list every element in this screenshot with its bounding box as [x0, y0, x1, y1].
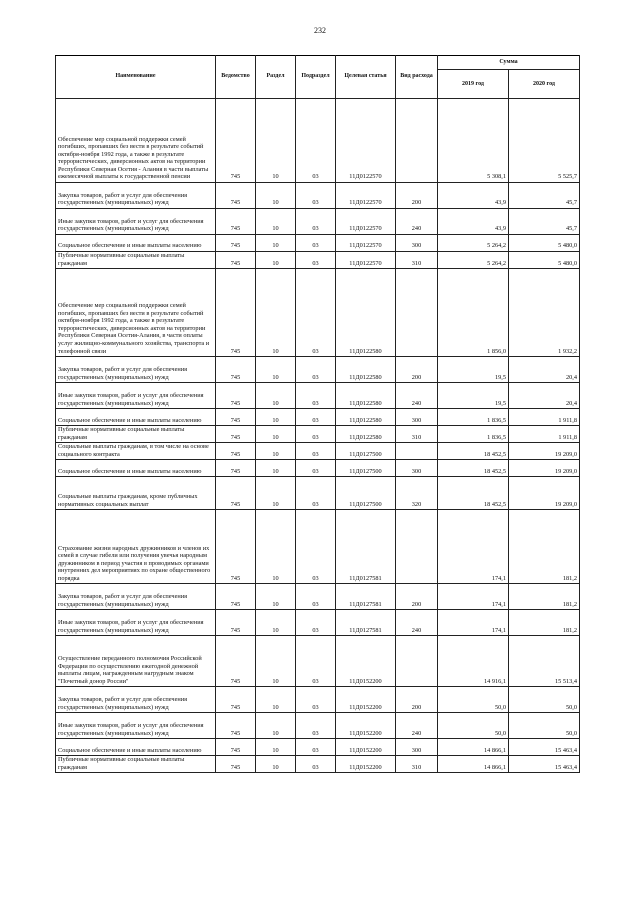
- row-target-article: 11Д0127581: [336, 610, 396, 636]
- row-target-article: 11Д0122580: [336, 383, 396, 409]
- row-subsection: 03: [296, 183, 336, 209]
- row-sum-2020: 5 480,0: [509, 235, 580, 252]
- row-expense-type: 200: [396, 584, 438, 610]
- row-name: Иные закупки товаров, работ и услуг для обеспечения государственных (муниципальных) нужд: [56, 209, 216, 235]
- row-target-article: 11Д0122570: [336, 209, 396, 235]
- row-name: Страхование жизни народных дружинников и членов их семей в случае гибели или получения увечья народным дружинником в период участия в проводимых органами внутренних дел мероприятиях по охране общественного порядка: [56, 510, 216, 584]
- row-name: Социальное обеспечение и иные выплаты населению: [56, 460, 216, 477]
- header-subsection: Подраздел: [296, 56, 336, 99]
- row-section: 10: [256, 252, 296, 269]
- row-name: Социальные выплаты гражданам, в том числе на основе социального контракта: [56, 443, 216, 460]
- table-row: [56, 739, 580, 756]
- row-expense-type: 310: [396, 756, 438, 773]
- table-row: [56, 183, 580, 209]
- row-sum-2019: 5 264,2: [438, 252, 509, 269]
- table-row: [56, 235, 580, 252]
- row-expense-type: [396, 636, 438, 687]
- row-sum-2019: 43,9: [438, 183, 509, 209]
- row-name: Социальные выплаты гражданам, кроме публичных нормативных социальных выплат: [56, 477, 216, 510]
- row-sum-2020: 181,2: [509, 584, 580, 610]
- row-target-article: 11Д0152200: [336, 687, 396, 713]
- row-expense-type: 300: [396, 460, 438, 477]
- row-section: 10: [256, 357, 296, 383]
- row-section: 10: [256, 477, 296, 510]
- row-ministry: 745: [216, 235, 256, 252]
- row-expense-type: 300: [396, 409, 438, 426]
- table-row: [56, 636, 580, 687]
- row-sum-2019: 174,1: [438, 610, 509, 636]
- table-row: [56, 269, 580, 357]
- table-row: [56, 409, 580, 426]
- header-year-2019: 2019 год: [438, 70, 509, 99]
- row-ministry: 745: [216, 209, 256, 235]
- row-subsection: 03: [296, 687, 336, 713]
- table-row: [56, 460, 580, 477]
- row-subsection: 03: [296, 636, 336, 687]
- row-subsection: 03: [296, 510, 336, 584]
- row-subsection: 03: [296, 209, 336, 235]
- table-row: [56, 252, 580, 269]
- header-section: Раздел: [256, 56, 296, 99]
- row-name: Осуществление переданного полномочия Российской Федерации по осуществлению ежегодной денежной выплаты лицам, награжденным нагрудным знаком "Почетный донор России": [56, 636, 216, 687]
- header-name: Наименование: [56, 56, 216, 99]
- row-section: 10: [256, 713, 296, 739]
- row-name: Обеспечение мер социальной поддержки семей погибших, пропавших без вести в результате событий октября-ноября 1992 года, а также в результате террористических, диверсионных актов на территории Республики Северная Осетия-Алания, в части оплаты услуг жилищно-коммунального хозяйства, транспорта и телефонной связи: [56, 269, 216, 357]
- row-section: 10: [256, 383, 296, 409]
- table-row: [56, 383, 580, 409]
- row-ministry: 745: [216, 426, 256, 443]
- table-row: [56, 209, 580, 235]
- budget-table: [55, 55, 580, 773]
- row-subsection: 03: [296, 409, 336, 426]
- row-sum-2019: 174,1: [438, 510, 509, 584]
- row-expense-type: 240: [396, 209, 438, 235]
- table-row: [56, 713, 580, 739]
- table-row: [56, 477, 580, 510]
- row-sum-2020: 1 932,2: [509, 269, 580, 357]
- table-row: [56, 584, 580, 610]
- row-sum-2020: 15 513,4: [509, 636, 580, 687]
- row-target-article: 11Д0127500: [336, 460, 396, 477]
- row-sum-2020: 19 209,0: [509, 477, 580, 510]
- row-target-article: 11Д0152200: [336, 713, 396, 739]
- row-target-article: 11Д0127581: [336, 584, 396, 610]
- row-expense-type: 200: [396, 357, 438, 383]
- row-expense-type: 300: [396, 739, 438, 756]
- row-section: 10: [256, 235, 296, 252]
- row-section: 10: [256, 584, 296, 610]
- row-sum-2019: 43,9: [438, 209, 509, 235]
- row-expense-type: 240: [396, 383, 438, 409]
- row-name: Социальное обеспечение и иные выплаты населению: [56, 235, 216, 252]
- row-subsection: 03: [296, 739, 336, 756]
- row-subsection: 03: [296, 584, 336, 610]
- row-sum-2019: 18 452,5: [438, 460, 509, 477]
- row-sum-2019: 19,5: [438, 383, 509, 409]
- row-target-article: 11Д0122580: [336, 409, 396, 426]
- table-row: [56, 510, 580, 584]
- row-subsection: 03: [296, 713, 336, 739]
- row-target-article: 11Д0122580: [336, 426, 396, 443]
- row-subsection: 03: [296, 252, 336, 269]
- row-name: Закупка товаров, работ и услуг для обеспечения государственных (муниципальных) нужд: [56, 687, 216, 713]
- table-body: [56, 99, 580, 773]
- row-subsection: 03: [296, 383, 336, 409]
- row-target-article: 11Д0122580: [336, 269, 396, 357]
- row-ministry: 745: [216, 269, 256, 357]
- row-name: Закупка товаров, работ и услуг для обеспечения государственных (муниципальных) нужд: [56, 183, 216, 209]
- row-sum-2020: 45,7: [509, 183, 580, 209]
- row-sum-2019: 5 264,2: [438, 235, 509, 252]
- row-subsection: 03: [296, 426, 336, 443]
- row-expense-type: 200: [396, 183, 438, 209]
- row-ministry: 745: [216, 636, 256, 687]
- row-sum-2019: 1 836,5: [438, 409, 509, 426]
- row-section: 10: [256, 409, 296, 426]
- row-subsection: 03: [296, 460, 336, 477]
- row-sum-2019: 5 308,1: [438, 99, 509, 183]
- row-name: Социальное обеспечение и иные выплаты населению: [56, 739, 216, 756]
- row-sum-2020: 181,2: [509, 510, 580, 584]
- row-ministry: 745: [216, 252, 256, 269]
- row-section: 10: [256, 426, 296, 443]
- row-subsection: 03: [296, 443, 336, 460]
- table-row: [56, 99, 580, 183]
- row-sum-2019: 19,5: [438, 357, 509, 383]
- row-expense-type: 300: [396, 235, 438, 252]
- row-name: Иные закупки товаров, работ и услуг для обеспечения государственных (муниципальных) нужд: [56, 610, 216, 636]
- row-section: 10: [256, 99, 296, 183]
- table-row: [56, 687, 580, 713]
- row-ministry: 745: [216, 183, 256, 209]
- table-row: [56, 426, 580, 443]
- row-sum-2020: 181,2: [509, 610, 580, 636]
- row-target-article: 11Д0122570: [336, 252, 396, 269]
- row-section: 10: [256, 269, 296, 357]
- row-sum-2020: 15 463,4: [509, 756, 580, 773]
- row-name: Публичные нормативные социальные выплаты гражданам: [56, 252, 216, 269]
- row-section: 10: [256, 183, 296, 209]
- row-ministry: 745: [216, 383, 256, 409]
- row-section: 10: [256, 687, 296, 713]
- row-section: 10: [256, 460, 296, 477]
- row-sum-2019: 50,0: [438, 713, 509, 739]
- row-sum-2020: 19 209,0: [509, 443, 580, 460]
- row-section: 10: [256, 443, 296, 460]
- row-sum-2019: 1 856,0: [438, 269, 509, 357]
- row-section: 10: [256, 636, 296, 687]
- row-ministry: 745: [216, 584, 256, 610]
- header-ministry: Ведомство: [216, 56, 256, 99]
- row-target-article: 11Д0152200: [336, 756, 396, 773]
- row-expense-type: [396, 269, 438, 357]
- header-target-article: Целевая статья: [336, 56, 396, 99]
- row-section: 10: [256, 209, 296, 235]
- row-ministry: 745: [216, 687, 256, 713]
- row-target-article: 11Д0122570: [336, 235, 396, 252]
- row-target-article: 11Д0152200: [336, 739, 396, 756]
- row-target-article: 11Д0122580: [336, 357, 396, 383]
- row-expense-type: [396, 510, 438, 584]
- row-sum-2019: 14 916,1: [438, 636, 509, 687]
- row-subsection: 03: [296, 235, 336, 252]
- table-row: [56, 756, 580, 773]
- row-subsection: 03: [296, 357, 336, 383]
- row-sum-2019: 14 866,1: [438, 739, 509, 756]
- row-ministry: 745: [216, 357, 256, 383]
- page-number: 232: [314, 26, 326, 35]
- table-row: [56, 443, 580, 460]
- row-name: Публичные нормативные социальные выплаты гражданам: [56, 426, 216, 443]
- table-row: [56, 610, 580, 636]
- row-sum-2020: 50,0: [509, 687, 580, 713]
- row-expense-type: 320: [396, 477, 438, 510]
- header-year-2020: 2020 год: [509, 70, 580, 99]
- row-sum-2019: 18 452,5: [438, 443, 509, 460]
- row-sum-2020: 1 911,8: [509, 409, 580, 426]
- row-ministry: 745: [216, 477, 256, 510]
- row-name: Закупка товаров, работ и услуг для обеспечения государственных (муниципальных) нужд: [56, 357, 216, 383]
- row-name: Социальное обеспечение и иные выплаты населению: [56, 409, 216, 426]
- row-section: 10: [256, 756, 296, 773]
- row-expense-type: 200: [396, 687, 438, 713]
- row-sum-2020: 45,7: [509, 209, 580, 235]
- row-section: 10: [256, 510, 296, 584]
- row-ministry: 745: [216, 713, 256, 739]
- row-sum-2020: 5 480,0: [509, 252, 580, 269]
- row-sum-2019: 174,1: [438, 584, 509, 610]
- row-sum-2019: 50,0: [438, 687, 509, 713]
- row-target-article: 11Д0122570: [336, 183, 396, 209]
- row-ministry: 745: [216, 510, 256, 584]
- row-target-article: 11Д0152200: [336, 636, 396, 687]
- row-name: Иные закупки товаров, работ и услуг для обеспечения государственных (муниципальных) нужд: [56, 383, 216, 409]
- row-subsection: 03: [296, 610, 336, 636]
- row-subsection: 03: [296, 269, 336, 357]
- row-expense-type: [396, 99, 438, 183]
- row-ministry: 745: [216, 99, 256, 183]
- row-target-article: 11Д0127500: [336, 477, 396, 510]
- row-name: Закупка товаров, работ и услуг для обеспечения государственных (муниципальных) нужд: [56, 584, 216, 610]
- row-ministry: 745: [216, 409, 256, 426]
- row-target-article: 11Д0127581: [336, 510, 396, 584]
- row-name: Иные закупки товаров, работ и услуг для обеспечения государственных (муниципальных) нужд: [56, 713, 216, 739]
- row-ministry: 745: [216, 756, 256, 773]
- row-ministry: 745: [216, 610, 256, 636]
- row-section: 10: [256, 739, 296, 756]
- header-sum: Сумма: [438, 56, 580, 70]
- table-header: [56, 56, 580, 99]
- row-sum-2020: 50,0: [509, 713, 580, 739]
- row-name: Публичные нормативные социальные выплаты гражданам: [56, 756, 216, 773]
- row-expense-type: 240: [396, 610, 438, 636]
- row-sum-2019: 18 452,5: [438, 477, 509, 510]
- row-sum-2020: 20,4: [509, 383, 580, 409]
- table-row: [56, 357, 580, 383]
- row-subsection: 03: [296, 477, 336, 510]
- row-target-article: 11Д0122570: [336, 99, 396, 183]
- row-sum-2019: 14 866,1: [438, 756, 509, 773]
- row-sum-2020: 1 911,8: [509, 426, 580, 443]
- row-ministry: 745: [216, 460, 256, 477]
- row-sum-2020: 5 525,7: [509, 99, 580, 183]
- row-target-article: 11Д0127500: [336, 443, 396, 460]
- header-expense-type: Вид расхода: [396, 56, 438, 99]
- row-sum-2020: 15 463,4: [509, 739, 580, 756]
- row-section: 10: [256, 610, 296, 636]
- row-sum-2019: 1 836,5: [438, 426, 509, 443]
- row-sum-2020: 20,4: [509, 357, 580, 383]
- row-expense-type: 240: [396, 713, 438, 739]
- row-sum-2020: 19 209,0: [509, 460, 580, 477]
- row-subsection: 03: [296, 756, 336, 773]
- row-ministry: 745: [216, 443, 256, 460]
- row-name: Обеспечение мер социальной поддержки семей погибших, пропавших без вести в результате событий октября-ноября 1992 года, а также в результате террористических, диверсионных актов на территории Республики Северная Осетия - Алания в части выплаты ежемесячной выплаты к государственной пенсии: [56, 99, 216, 183]
- row-subsection: 03: [296, 99, 336, 183]
- row-ministry: 745: [216, 739, 256, 756]
- row-expense-type: 310: [396, 426, 438, 443]
- row-expense-type: 310: [396, 252, 438, 269]
- row-expense-type: [396, 443, 438, 460]
